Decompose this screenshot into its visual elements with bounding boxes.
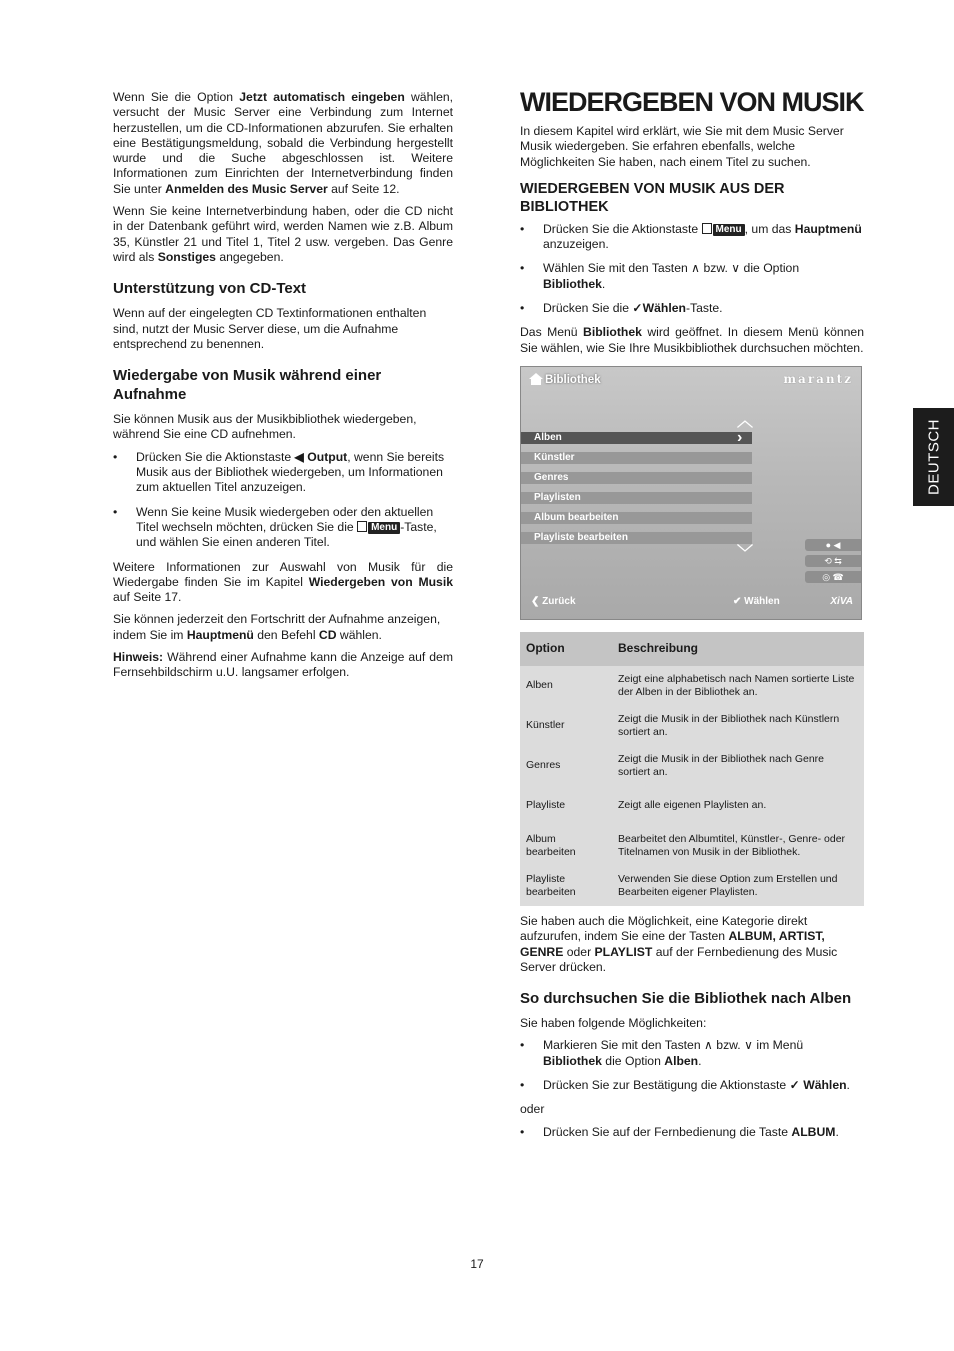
check-icon: ✔ [733,595,745,607]
paragraph-playback-recording: Sie können Musik aus der Musikbibliothek wiedergeben, während Sie eine CD aufnehmen. [113,412,417,442]
bullet-confirm: • Drücken Sie zur Bestätigung die Aktionstaste ✓ Wählen. [520,1078,864,1093]
disc-icon: ◎ ☎ [805,571,861,583]
table-row: Album bearbeiten Bearbeitet den Albumtitel, Künstler-, Genre- oder Titelnamen von Musik in der Bibliothek. [526,832,846,858]
table-row: Alben Zeigt eine alphabetisch nach Namen sortierte Liste der Alben in der Bibliothek an. [526,672,855,698]
menu-item-alben[interactable]: Alben [521,432,752,444]
speaker-icon: ◀ [294,449,304,464]
right-column [520,86,864,1149]
down-arrow-icon: ∨ [744,1038,754,1053]
paragraph-options: Sie haben folgende Möglichkeiten: [520,1016,707,1031]
repeat-icon: ⟲ ⇆ [805,555,861,567]
bullet-highlight: • Markieren Sie mit den Tasten ∧ bzw. ∨ im Menü Bibliothek die Option Alben. [520,1038,864,1069]
menu-key-icon [357,521,367,532]
status-panel [805,539,861,595]
bullet-press-select: • Drücken Sie die ✓Wählen-Taste. [520,301,864,316]
paragraph-auto-input: Wenn Sie die Option Jetzt automatisch eingeben wählen, versucht der Music Server eine Verbindung zum Internet herzustellen, um die CD-Informationen abzurufen. Sie erhalten eine Bestätigungsmeldung, sobald die Verbindung hergestellt wurde und die Suche abgeschlossen ist. Weitere Informationen zum Einrichten der Internetverbindung finden Sie unter Anmelden des Music Server auf Seite 12. [113,90,454,196]
bullet-press-menu: • Drücken Sie die Aktionstaste Menu , um das Hauptmenü anzuzeigen. [520,222,864,253]
scroll-up-icon: ︿ [737,412,754,430]
heading-playback-during-recording: Wiedergabe von Musik während einer Aufnahme [113,367,382,404]
up-arrow-icon: ∧ [691,261,701,276]
page-number: 17 [470,1257,484,1271]
heading-cd-text: Unterstützung von CD-Text [113,280,307,298]
table-row: Playliste bearbeiten Verwenden Sie diese Option zum Erstellen und Bearbeiten eigener Playlisten. [526,872,838,898]
menu-item-playliste-bearbeiten[interactable]: Playliste bearbeiten [521,532,752,544]
table-row: Genres Zeigt die Musik in der Bibliothek nach Genre sortiert an. [526,752,825,778]
left-column [113,90,453,688]
library-screenshot [520,366,862,620]
back-arrow-icon: ❮ [531,595,543,607]
xiva-logo: XiVA [830,595,853,607]
menu-key-icon [702,223,712,234]
screen-title: Bibliothek [545,373,601,386]
select-button[interactable]: ✔ Wählen [733,595,780,607]
paragraph-progress: Sie können jederzeit den Fortschritt der Aufnahme anzeigen, indem Sie im Hauptmenü den Befehl CD wählen. [113,612,441,642]
down-arrow-icon: ∨ [731,261,741,276]
bullet-menu: • Wenn Sie keine Musik wiedergeben oder den aktuellen Titel wechseln möchten, drücken Sie die Menu -Taste, und wählen Sie einen anderen Titel. [113,505,453,551]
scroll-down-icon: ﹀ [737,544,754,562]
volume-icon: ● ◀ [805,539,861,551]
options-table [520,632,864,906]
menu-item-album-bearbeiten[interactable]: Album bearbeiten [521,512,752,524]
paragraph-more-info: Weitere Informationen zur Auswahl von Musik für die Wiedergabe finden Sie im Kapitel Wiedergeben von Musik auf Seite 17. [113,559,454,605]
bullet-output: • Drücken Sie die Aktionstaste ◀ Output, wenn Sie bereits Musik aus der Bibliothek wiedergeben, um Informationen zum aktuellen Titel anzuzeigen. [113,450,453,496]
page-title: WIEDERGEBEN VON MUSIK [520,87,864,117]
up-arrow-icon: ∧ [704,1038,713,1053]
table-row: Playliste Zeigt alle eigenen Playlisten an. [526,799,767,812]
paragraph-no-internet: Wenn Sie keine Internetverbindung haben, oder die CD nicht in der Datenbank geführt wird, werden Namen wie z.B. Album 35, Künstler 21 und Titel 1, Titel 2 usw. vergeben. Das Genre wird als Sonstiges angegeben. [113,204,453,264]
menu-item-playlisten[interactable]: Playlisten [521,492,752,504]
table-row: Künstler Zeigt die Musik in der Bibliothek nach Künstlern sortiert an. [526,712,840,738]
menu-item-kuenstler[interactable]: Künstler [521,452,752,464]
heading-library: WIEDERGEBEN VON MUSIK AUS DER BIBLIOTHEK [520,180,785,215]
table-header: Beschreibung [612,632,864,666]
menu-item-genres[interactable]: Genres [521,472,752,484]
language-tab: DEUTSCH [913,408,954,506]
bullet-album-key: • Drücken Sie auf der Fernbedienung die Taste ALBUM. [520,1125,864,1140]
back-button[interactable]: ❮ Zurück [531,595,576,607]
table-header: Option [520,632,612,666]
table-header-row [520,632,864,666]
paragraph-cd-text: Wenn auf der eingelegten CD Textinformationen enthalten sind, nutzt der Music Server diese, um die Aufnahme entsprechend zu benennen. [113,306,427,351]
paragraph-note: Hinweis: Während einer Aufnahme kann die Anzeige auf dem Fernsehbildschirm u.U. langsamer erfolgen. [113,650,453,680]
bullet-select-library: • Wählen Sie mit den Tasten ∧ bzw. ∨ die Option Bibliothek. [520,261,864,292]
brand-logo: marantz [783,371,853,386]
home-icon [529,373,543,385]
text-oder: oder [520,1102,545,1117]
paragraph-library-menu: Das Menü Bibliothek wird geöffnet. In diesem Menü können Sie wählen, wie Sie Ihre Musikbibliothek durchsuchen möchten. [520,325,864,355]
paragraph-category-keys: Sie haben auch die Möglichkeit, eine Kategorie direkt aufzurufen, indem Sie eine der Tasten ALBUM, ARTIST, GENRE oder PLAYLIST auf der Fernbedienung des Music Server drücken. [520,913,838,974]
paragraph-intro: In diesem Kapitel wird erklärt, wie Sie mit dem Music Server Musik wiedergeben. Sie erfahren ebenfalls, welche Möglichkeiten Sie haben, nach einem Titel zu suchen. [520,124,844,169]
chevron-right-icon: › [737,428,743,446]
heading-browse-albums: So durchsuchen Sie die Bibliothek nach Alben [520,990,852,1008]
